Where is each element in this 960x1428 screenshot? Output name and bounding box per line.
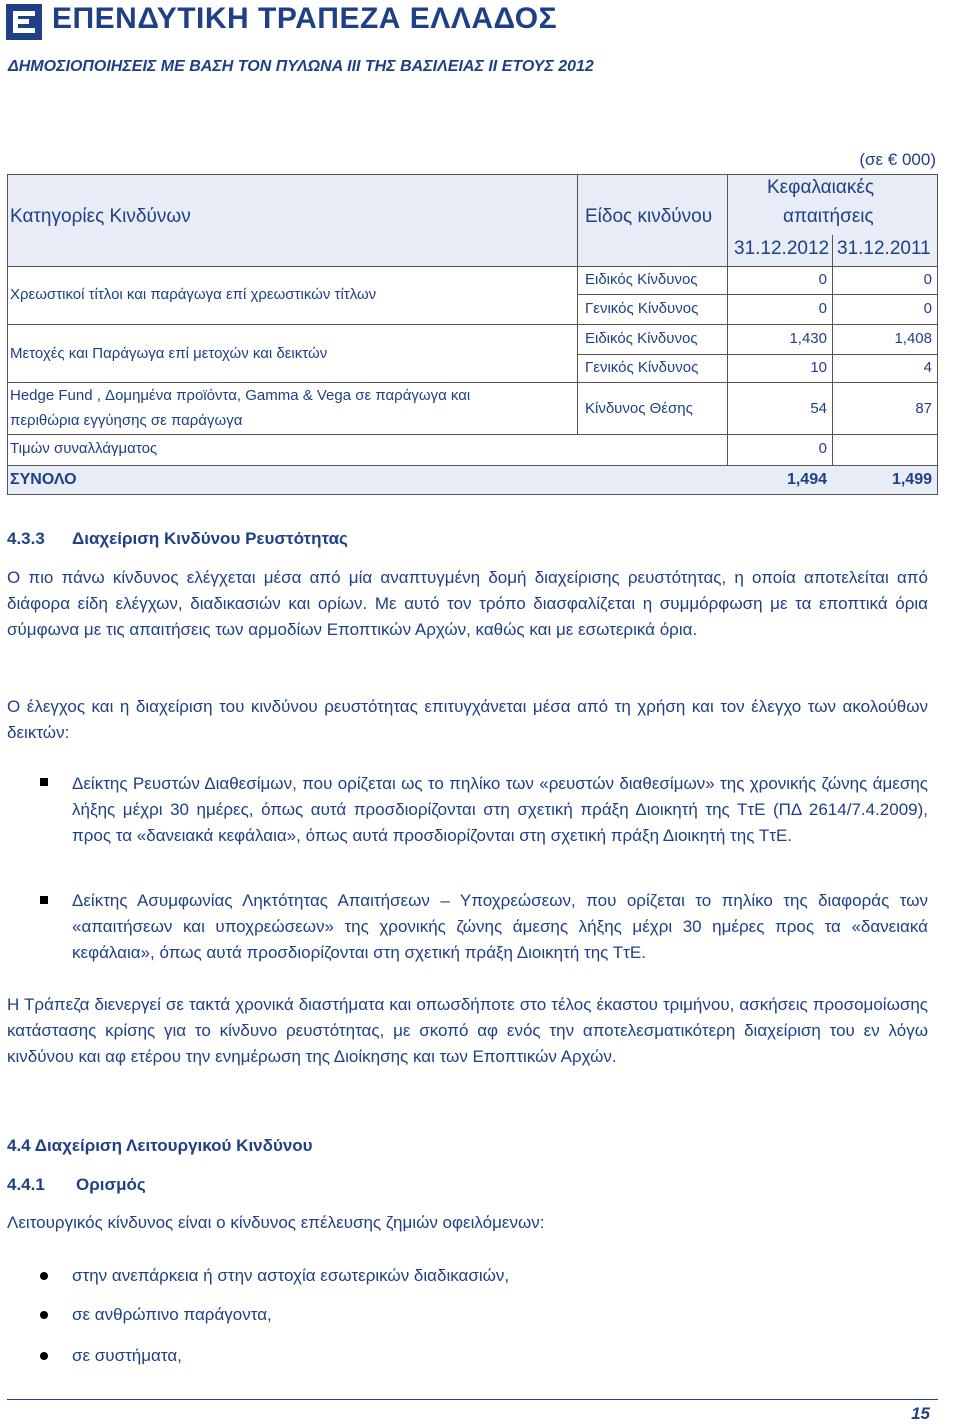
row-value-2012: 10: [810, 359, 827, 376]
square-bullet-icon: [40, 778, 48, 786]
section-title: Διαχείριση Κινδύνου Ρευστότητας: [72, 529, 348, 548]
row-value-2012: 1,430: [789, 330, 827, 347]
dot-bullet-icon: [40, 1352, 48, 1360]
row-value-2011: 1,408: [894, 330, 932, 347]
total-2012: 1,494: [786, 471, 827, 488]
row-value-2012: 0: [818, 271, 827, 288]
row-value-2011: 0: [923, 300, 932, 317]
paragraph-liquidity-indicators: Ο έλεγχος και η διαχείριση του κινδύνου ρευστότητας επιτυγχάνεται μέσα από τη χρήση και τον έλεγχο των ακολούθων δεικτών:: [7, 697, 928, 742]
row-risk-type: Γενικός Κίνδυνος: [585, 359, 699, 376]
list-item: σε ανθρώπινο παράγοντα,: [72, 1305, 272, 1324]
total-label: ΣΥΝΟΛΟ: [10, 471, 77, 488]
row-value-2011: 0: [923, 271, 932, 288]
list-item: σε συστήματα,: [72, 1346, 182, 1365]
row-category-equities: Μετοχές και Παράγωγα επί μετοχών και δεικτών: [10, 345, 328, 362]
header-capital-line1: Κεφαλαιακές: [767, 177, 874, 198]
square-bullet-icon: [40, 896, 48, 904]
bank-logo-icon: [6, 4, 42, 40]
header-capital-line2: απαιτήσεις: [783, 206, 874, 227]
subsection-number: 4.4.1: [7, 1175, 45, 1194]
header-risk-categories: Κατηγορίες Κινδύνων: [10, 206, 191, 227]
row-risk-type: Ειδικός Κίνδυνος: [585, 271, 698, 288]
row-risk-type: Κίνδυνος Θέσης: [585, 400, 693, 417]
row-category-hedge-fund-line2: περιθώρια εγγύησης σε παράγωγα: [10, 412, 243, 429]
bank-name: ΕΠΕΝΔΥΤΙΚΗ ΤΡΑΠΕΖΑ ΕΛΛΑΔΟΣ: [52, 2, 558, 35]
section-heading-operational-risk: 4.4 Διαχείριση Λειτουργικού Κινδύνου: [7, 1136, 313, 1155]
footer-divider: [7, 1399, 938, 1400]
row-risk-type: Γενικός Κίνδυνος: [585, 300, 699, 317]
row-risk-type: Ειδικός Κίνδυνος: [585, 330, 698, 347]
row-value-2012: 0: [818, 440, 827, 457]
paragraph-liquidity-structure: Ο πιο πάνω κίνδυνος ελέγχεται μέσα από μία αναπτυγμένη δομή διαχείρισης ρευστότητας, η οποία αποτελείται από διάφορα είδη ελέγχων, διαδικασιών και ορίων. Με αυτό τον τρόπο διασφαλίζεται η συμμόρφωση με τα εποπτικά όρια σύμφωνα με τις απαιτήσεις των αρμοδίων Εποπτικών Αρχών, καθώς και με εσωτερικά όρια.: [7, 568, 928, 639]
document-subtitle: ΔΗΜΟΣΙΟΠΟΙΗΣΕΙΣ ΜΕ ΒΑΣΗ ΤΟΝ ΠΥΛΩΝΑ ΙΙΙ ΤΗΣ ΒΑΣΙΛΕΙΑΣ ΙΙ ΕΤΟΥΣ 2012: [8, 58, 594, 75]
row-value-2011: 87: [915, 400, 932, 417]
header-risk-type: Είδος κινδύνου: [585, 206, 713, 227]
row-value-2012: 0: [818, 300, 827, 317]
list-item: στην ανεπάρκεια ή στην αστοχία εσωτερικών διαδικασιών,: [72, 1266, 510, 1285]
row-category-debt-securities: Χρεωστικοί τίτλοι και παράγωγα επί χρεωστικών τίτλων: [10, 286, 377, 303]
header-date-2012: 31.12.2012: [734, 238, 830, 259]
total-2011: 1,499: [891, 471, 932, 488]
row-category-fx: Τιμών συναλλάγματος: [10, 440, 158, 457]
paragraph-operational-risk-definition: Λειτουργικός κίνδυνος είναι ο κίνδυνος επέλευσης ζημιών οφειλόμενων:: [7, 1213, 545, 1232]
row-value-2012: 54: [810, 400, 827, 417]
unit-note: (σε € 000): [859, 150, 936, 169]
page-number: 15: [911, 1404, 930, 1423]
capital-requirements-table: [7, 174, 938, 495]
section-number: 4.3.3: [7, 529, 45, 548]
list-item-maturity-mismatch-ratio: Δείκτης Ασυμφωνίας Ληκτότητας Απαιτήσεων – Υποχρεώσεων, που ορίζεται το πηλίκο της διαφοράς των «απαιτήσεων και υποχρεώσεων» της χρονικής ζώνης άμεσης λήξης μέχρι 30 ημέρες προς τα «δανειακά κεφάλαια», όπως αυτά προσδιορίζονται στη σχετική πράξη Διοικητή της ΤτΕ.: [72, 891, 928, 962]
subsection-title: Ορισμός: [76, 1175, 146, 1194]
dot-bullet-icon: [40, 1272, 48, 1280]
paragraph-stress-tests: Η Τράπεζα διενεργεί σε τακτά χρονικά διαστήματα και οπωσδήποτε στο τέλος έκαστου τριμήνου, ασκήσεις προσομοίωσης κατάστασης κρίσης για το κίνδυνο ρευστότητας, με σκοπό αφ ενός την αποτελεσματικότερη διαχείριση του εν λόγω κινδύνου και αφ ετέρου την ενημέρωση της Διοίκησης και των Εποπτικών Αρχών.: [7, 995, 928, 1066]
header-date-2011: 31.12.2011: [837, 238, 931, 259]
list-item-liquid-assets-ratio: Δείκτης Ρευστών Διαθεσίμων, που ορίζεται ως το πηλίκο των «ρευστών διαθεσίμων» της χρονικής ζώνης άμεσης λήξης μέχρι 30 ημέρες, όπως αυτά προσδιορίζονται στη σχετική πράξη Διοικητή της ΤτΕ (ΠΔ 2614/7.4.2009), προς τα «δανειακά κεφάλαια», όπως αυτά προσδιορίζονται στη σχετική πράξη Διοικητή της ΤτΕ.: [72, 774, 928, 845]
row-category-hedge-fund: Hedge Fund , Δομημένα προϊόντα, Gamma & Vega σε παράγωγα και: [10, 387, 471, 404]
dot-bullet-icon: [40, 1311, 48, 1319]
row-value-2011: 4: [923, 359, 932, 376]
